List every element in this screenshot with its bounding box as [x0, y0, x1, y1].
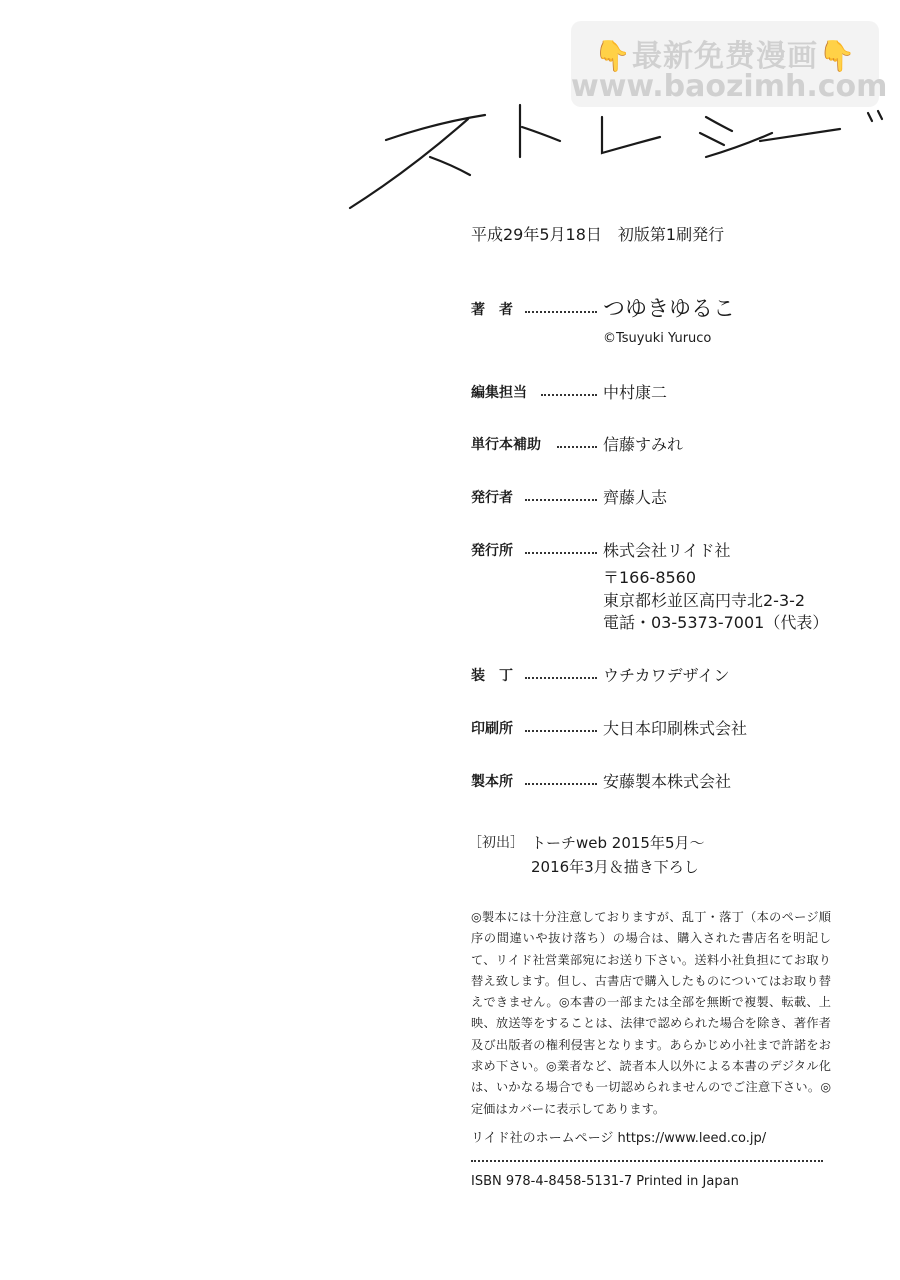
- first-appearance-line-2: 2016年3月＆描き下ろし: [531, 858, 699, 876]
- author-label: 著 者: [471, 302, 513, 318]
- editor-name: 中村康二: [603, 383, 668, 402]
- publication-date: 平成29年5月18日 初版第1刷発行: [471, 225, 725, 244]
- binder-label: 製本所: [471, 774, 513, 790]
- publisher-person-label: 発行者: [471, 490, 513, 506]
- first-appearance-label: ［初出］: [468, 835, 524, 851]
- publisher-label: 発行所: [471, 543, 513, 559]
- leader-dots: [525, 677, 597, 681]
- homepage-text: リイド社のホームページ https://www.leed.co.jp/: [471, 1131, 767, 1146]
- publisher-name: 株式会社リイド社: [603, 541, 731, 560]
- author-copyright: ©Tsuyuki Yuruco: [603, 331, 712, 346]
- publisher-postal-code: 〒166-8560: [603, 568, 697, 587]
- leader-dots: [557, 446, 597, 450]
- assistant-label: 単行本補助: [471, 437, 541, 453]
- printer-name: 大日本印刷株式会社: [603, 719, 748, 738]
- assistant-name: 信藤すみれ: [603, 435, 684, 454]
- editor-label: 編集担当: [471, 385, 527, 401]
- binder-name: 安藤製本株式会社: [603, 772, 732, 791]
- isbn-line: ISBN 978-4-8458-5131-7 Printed in Japan: [471, 1174, 739, 1189]
- publisher-address: 東京都杉並区高円寺北2-3-2: [603, 591, 806, 610]
- leader-dots: [525, 783, 597, 787]
- handwritten-title-logo: [340, 95, 900, 215]
- design-label: 装 丁: [471, 668, 513, 684]
- leader-dots: [541, 394, 597, 398]
- printer-label: 印刷所: [471, 721, 513, 737]
- legal-notice: ◎製本には十分注意しておりますが、乱丁・落丁（本のページ順序の間違いや抜け落ち）の場合は、購入された書店名を明記して、リイド社営業部宛にお送り下さい。送料小社負担にてお取り替え致します。但し、古書店で購入したものについてはお取り替えできません。◎本書の一部または全部を無断で複製、転載、上映、放送等をすることは、法律で認められた場合を除き、著作者及び出版者の権利侵害となります。あらかじめ小社まで許諾をお求め下さい。◎業者など、読者本人以外による本書のデジタル化は、いかなる場合でも一切認められませんのでご注意下さい。◎定価はカバーに表示してあります。: [471, 910, 831, 1116]
- pointing-down-icon: 👇: [593, 39, 632, 74]
- author-name: つゆきゆるこ: [603, 297, 736, 322]
- pointing-down-icon: 👇: [818, 39, 857, 74]
- leader-dots: [525, 499, 597, 503]
- publisher-person-name: 齊藤人志: [603, 488, 668, 507]
- dotted-divider: [471, 1160, 823, 1162]
- leader-dots: [525, 730, 597, 734]
- design-name: ウチカワデザイン: [603, 666, 730, 685]
- watermark-title: 👇最新免费漫画👇: [593, 39, 857, 74]
- first-appearance-line-1: トーチweb 2015年5月～: [531, 834, 705, 852]
- watermark-url: www.baozimh.com: [571, 69, 888, 104]
- publisher-phone: 電話・03-5373-7001（代表）: [603, 613, 829, 632]
- leader-dots: [525, 311, 597, 315]
- leader-dots: [525, 552, 597, 556]
